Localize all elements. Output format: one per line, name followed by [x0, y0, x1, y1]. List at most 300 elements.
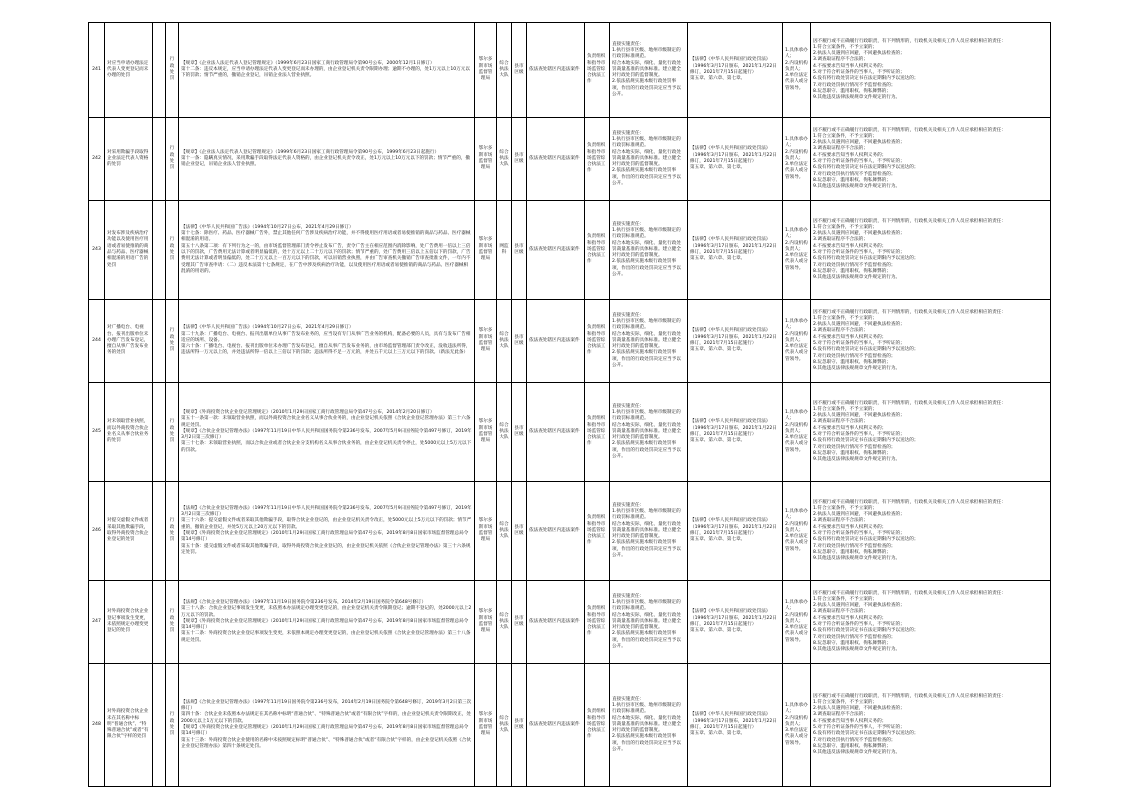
table-row [89, 581, 1051, 664]
accountability-line: 1.符合立案条件，不予立案的； [813, 699, 878, 705]
responsibility-detail-line: 2.依法依规实施本级行政处罚事项，作出的行政处罚决定应当予以公开。 [612, 441, 681, 460]
responsibility-detail-line: 2.依法依规实施本级行政处罚事项，作出的行政处罚决定应当予以公开。 [612, 350, 681, 369]
legal-basis [179, 201, 475, 300]
accountability-line: 8.玩忽职守、滥用职权、徇私舞弊的； [813, 549, 891, 555]
legal-basis-line: 第五十三条：外商投资合伙企业使用的名称中未按照规定标明“普通合伙”、“特殊普通合伙”或者“有限合伙”字样的，由企业登记机关依照《合伙企业登记管理办法》第四十条规定处罚。 [181, 737, 471, 749]
responsibility-detail-line: 直接实施责任： [612, 312, 645, 318]
implementing-department: 鄂尔多斯市场监督管理局 [475, 581, 497, 664]
responsibility-detail-line: 直接实施责任： [612, 593, 645, 599]
legal-basis-line: 第十七条：除医疗、药品、医疗器械广告外，禁止其他任何广告涉及疾病治疗功能，并不得使用医疗用语或者易使推销的商品与药品、医疗器械相混淆的用语。 [181, 231, 471, 243]
responsible-subjects [783, 482, 811, 581]
responsibility-law-line: 第五章、第六章、第七章。 [690, 256, 746, 262]
item-name: 对外商投资合伙企业未在其名称中标明“普通合伙”、“特殊普通合伙”或者“有限合伙”字样的处罚 [105, 664, 153, 787]
table-row [89, 118, 1051, 201]
accountability-line: 5.对于符合听证条件的当事人，不予听证的； [813, 432, 905, 437]
legal-basis-line: 【法规】《合伙企业登记管理办法》（1997年11月19日国务院令第236号发布，2014年2月19日国务院令第648号修订） [181, 599, 427, 605]
executing-unit: 综合执法大队 [497, 581, 512, 664]
responsible-subjects [783, 383, 811, 482]
responsibility-detail-line: 1.执行县市区级、地州市级制定的行政罚标准规范。 [612, 409, 681, 422]
legal-basis [179, 300, 475, 383]
legal-basis-line: 第三十六条：提交虚假文件或者采取其他欺骗手段，取得合伙企业登记的，由企业登记机关责令改正，处5000元以上5万元以下的罚款；情节严重的，撤销企业登记，并处5万元以上20万元以下的罚款。 [181, 518, 472, 530]
responsibility-detail-line: 结合本地实际，细化、量化行政处罚裁量基准的具体标准。建立健全对行政处罚的监督制度。 [612, 612, 681, 631]
accountability-line: 6.没有将行政处罚决定书在法定期限内予以送达的； [813, 731, 919, 737]
legal-basis-line: 第五十条：提交虚假文件或者采取其他欺骗手段，取得外商投资合伙企业登记的，由企业登记机关依照《合伙企业登记管理办法》第三十六条规定处罚。 [181, 543, 471, 555]
responsibility-law-line: 【法律】《中华人民共和国行政处罚法》（1996年3月17日颁布，2021年1月22日修订，2021年7月15日起施行） [690, 146, 777, 164]
accountability-line: 7.对行政处罚执行情况不予监督检查的； [813, 634, 896, 640]
exercise-level: 县市区级 [512, 300, 527, 383]
accountability-line: 2.执法人员遇到应回避，不回避执法检查的； [813, 140, 905, 146]
executing-unit: 综合执法大队 [497, 664, 512, 787]
responsibility-detail-line: 结合本地实际，细化、量化行政处罚裁量基准的具体标准。建立健全对行政处罚的监督制度。 [612, 149, 681, 168]
responsibility-law-line: 第五章、第六章、第七章。 [690, 731, 746, 737]
responsibility-summary: 负责组织和指导市场监管综合执法工作 [585, 201, 610, 300]
responsibility-legal-basis [688, 201, 783, 300]
responsibility-details [610, 300, 688, 383]
accountability-line: 2.执法人员遇到应回避，不回避执法检查的； [813, 231, 905, 237]
executing-unit: 综合执法大队 [497, 23, 512, 118]
accountability-situations [811, 482, 1051, 581]
accountability-line: 2.执法人员遇到应回避，不回避执法检查的； [813, 413, 905, 419]
responsibility-law-line: 【法律】《中华人民共和国行政处罚法》（1996年3月17日颁布，2021年1月22日修订，2021年7月15日起施行） [690, 237, 777, 255]
responsible-subject-line: 2.内设机构负责人； [785, 331, 808, 343]
responsible-subject-line: 3.单位法定代表人或分管领导。 [785, 344, 808, 362]
accountability-line: 因不履行或不正确履行行政职责，有下列情形的，行政机关及相关工作人员应承担相应的责任： [813, 590, 1006, 596]
responsible-subject-line: 3.单位法定代表人或分管领导。 [785, 253, 808, 271]
responsibility-detail-line: 2.依法依规实施本级行政处罚事项，作出的行政处罚决定应当予以公开。 [612, 734, 681, 753]
accountability-line: 8.玩忽职守、滥用职权、徇私舞弊的； [813, 743, 891, 749]
accountability-line: 9.其他违反法律法规规章文件规定的行为。 [813, 275, 901, 281]
responsibility-law-line: 【法律】《中华人民共和国行政处罚法》（1996年3月17日颁布，2021年1月22日修订，2021年7月15日起施行） [690, 609, 777, 627]
accountability-line: 9.其他违反法律法规规章文件规定的行为。 [813, 750, 901, 756]
accountability-line: 4.不按要求告知当事人权利义务的； [813, 243, 887, 249]
legal-basis-line: 【法规】《合伙企业登记管理办法》（1997年11月19日中华人民共和国国务院令第236号发布，2007年5月9日国务院令第497号修订，2019年3月2日第三次修订） [181, 505, 472, 518]
accountability-situations [811, 201, 1051, 300]
item-name: 对广播电台、电视台、报刊出版单位未办理广告发布登记，擅自从事广告发布业务的处罚 [105, 300, 153, 383]
responsible-subject-line: 2.内设机构负责人； [785, 521, 808, 533]
responsibility-law-line: 第五章、第六章、第七章。 [690, 628, 746, 634]
executing-unit: 综合执法大队 [497, 383, 512, 482]
responsibility-summary: 负责组织和指导市场监管综合执法工作 [585, 664, 610, 787]
responsible-subject-line: 1.具体承办人； [785, 47, 808, 60]
responsible-subject-line: 1.具体承办人； [785, 702, 808, 715]
accountability-line: 因不履行或不正确履行行政职责，有下列情形的，行政机关及相关工作人员应承担相应的责任： [813, 127, 1006, 133]
accountability-line: 1.符合立案条件，不予立案的； [813, 505, 878, 511]
legal-basis-line: 【规章】《合伙企业登记管理办法》（1997年11月19日中华人民共和国国务院令第236号发布，2007年5月9日国务院令第497号修订，2019年3月2日第三次修订） [181, 428, 472, 441]
row-number: 241 [89, 23, 105, 118]
responsible-subjects [783, 581, 811, 664]
legal-basis-line: 第二十九条：广播电台、电视台、报刊出版单位从事广告发布业务的，应当设有专门从事广告业务的机构，配备必要的人员，具有与发布广告相适应的场所、设备。 [181, 331, 471, 343]
item-kind: 行政处罚 [166, 201, 179, 300]
item-subcode [153, 118, 166, 201]
item-name: 对未领取营业执照，而以外商投资合伙企业名义从事合伙业务的处罚 [105, 383, 153, 482]
exercise-level: 县市区级 [512, 664, 527, 787]
accountability-line: 3.调查取证程序不合法的； [813, 146, 868, 152]
accountability-line: 4.不按要求告知当事人权利义务的； [813, 615, 887, 621]
accountability-line: 3.调查取证程序不合法的； [813, 609, 868, 615]
responsibility-detail-line: 直接实施责任： [612, 130, 645, 136]
exercise-scope: 依法查处辖区内违法案件 [527, 482, 585, 581]
responsible-subjects [783, 300, 811, 383]
executing-unit: 综合执法大队 [497, 482, 512, 581]
accountability-line: 2.执法人员遇到应回避，不回避执法检查的； [813, 512, 905, 518]
accountability-line: 4.不按要求告知当事人权利义务的； [813, 425, 887, 431]
legal-basis-line: 第三十八条：合伙企业登记事项发生变更，未依照本办法规定办理变更登记的，由企业登记机关责令限期登记；逾期不登记的，处2000元以上2万元以下的罚款。 [181, 606, 472, 618]
accountability-situations [811, 300, 1051, 383]
responsibility-detail-line: 1.执行县市区级、地州市级制定的行政罚标准规范。 [612, 227, 681, 240]
responsibility-summary: 负责组织和指导市场监管综合执法工作 [585, 581, 610, 664]
accountability-line: 5.对于符合听证条件的当事人，不予听证的； [813, 159, 905, 164]
responsibility-detail-line: 结合本地实际，细化、量化行政处罚裁量基准的具体标准。建立健全对行政处罚的监督制度。 [612, 60, 681, 79]
accountability-line: 6.没有将行政处罚决定书在法定期限内予以送达的； [813, 76, 919, 82]
executing-unit: 网监科 [497, 201, 512, 300]
table-row [89, 300, 1051, 383]
accountability-situations [811, 383, 1051, 482]
responsibility-law-line: 第五章、第六章、第七章。 [690, 165, 746, 171]
item-subcode [153, 383, 166, 482]
implementing-department: 鄂尔多斯市场监督管理局 [475, 300, 497, 383]
legal-basis-line: 【规章】《外商投资合伙企业登记管理规定》（2010年1月29日国家工商行政管理总局令第47号公布，2019年8月8日国家市场监督管理总局令第14号修订） [181, 618, 469, 631]
table-row [89, 383, 1051, 482]
responsibility-summary: 负责组织和指导市场监管综合执法工作 [585, 23, 610, 118]
legal-basis-line: 第十二条：违反本规定，应当申请办理法定代表人变更登记而未办理的，由企业登记机关责令限期办理；逾期不办理的，处1万元以上10万元以下的罚款；情节严重的，撤销企业登记，吊销企业法人营业执照。 [181, 66, 470, 79]
exercise-scope: 依法查处辖区内违法案件 [527, 300, 585, 383]
responsible-subject-line: 2.内设机构负责人； [785, 240, 808, 252]
item-kind: 行政处罚 [166, 581, 179, 664]
responsibility-detail-line: 1.执行县市区级、地州市级制定的行政罚标准规范。 [612, 318, 681, 331]
responsibility-detail-line: 2.依法依规实施本级行政处罚事项，作出的行政处罚决定应当予以公开。 [612, 631, 681, 650]
accountability-line: 因不履行或不正确履行行政职责，有下列情形的，行政机关及相关工作人员应承担相应的责任： [813, 693, 1006, 699]
item-name: 对发布涉及疾病治疗功能以及使用医疗用语或者易使推销的商品与药品、医疗器械相混淆的用语广告的处罚 [105, 201, 153, 300]
responsible-subject-line: 2.内设机构负责人； [785, 149, 808, 161]
responsibility-details [610, 482, 688, 581]
accountability-line: 6.没有将行政处罚决定书在法定期限内予以送达的； [813, 347, 919, 353]
legal-basis-line: 【法规】《合伙企业登记管理办法》（1997年11月19日国务院令第236号发布，2014年2月19日国务院令第648号修订，2019年3月2日第三次修订） [181, 699, 472, 712]
legal-basis-line: 第四十条：合伙企业未依照本办法规定在其名称中标明“普通合伙”、“特殊普通合伙”或者“有限合伙”字样的，由企业登记机关责令限期改正，处2000元以上1万元以下的罚款。 [181, 712, 471, 724]
accountability-line: 5.对于符合听证条件的当事人，不予听证的； [813, 725, 905, 730]
legal-basis-line: 第十一条：隐瞒真实情况，采用欺骗手段取得法定代表人资格的，由企业登记机关责令改正，处1万元以上10万元以下的罚款；情节严重的，撤销企业登记，吊销企业法人营业执照。 [181, 155, 470, 168]
accountability-line: 1.符合立案条件，不予立案的； [813, 406, 878, 412]
item-subcode [153, 482, 166, 581]
legal-basis [179, 23, 475, 118]
legal-basis-line: 【规章】《企业法人法定代表人登记管理规定》（1999年6月23日国家工商行政管理局令第90号公布，2000年12月1日修订） [181, 60, 435, 66]
accountability-line: 3.调查取证程序不合法的； [813, 518, 868, 524]
accountability-line: 7.对行政处罚执行情况不予监督检查的； [813, 737, 896, 743]
row-number: 248 [89, 664, 105, 787]
accountability-line: 3.调查取证程序不合法的； [813, 419, 868, 425]
row-number: 242 [89, 118, 105, 201]
responsibility-detail-line: 直接实施责任： [612, 696, 645, 702]
responsible-subject-line: 2.内设机构负责人； [785, 612, 808, 624]
accountability-line: 2.执法人员遇到应回避，不回避执法检查的； [813, 51, 905, 57]
accountability-line: 8.玩忽职守、滥用职权、徇私舞弊的； [813, 88, 891, 94]
item-kind: 行政处罚 [166, 118, 179, 201]
executing-unit: 综合执法大队 [497, 118, 512, 201]
implementing-department: 鄂尔多斯市场监督管理局 [475, 201, 497, 300]
accountability-line: 3.调查取证程序不合法的； [813, 237, 868, 243]
legal-basis-line: 【规章】《外商投资合伙企业登记管理规定》（2010年1月29日国家工商行政管理总局令第47号公布，2019年8月8日国家市场监督管理总局令第14号修订） [181, 725, 469, 737]
exercise-level: 县市区级 [512, 201, 527, 300]
responsibility-legal-basis [688, 300, 783, 383]
responsibility-legal-basis [688, 23, 783, 118]
responsible-subject-line: 3.单位法定代表人或分管领导。 [785, 728, 808, 746]
item-kind: 行政处罚 [166, 482, 179, 581]
accountability-line: 4.不按要求告知当事人权利义务的； [813, 152, 887, 158]
responsibility-law-line: 第五章、第六章、第七章。 [690, 76, 746, 82]
responsibility-legal-basis [688, 664, 783, 787]
row-number: 243 [89, 201, 105, 300]
legal-basis-line: 第五十一条第一款：未领取营业执照，而以外商投资合伙企业名义从事合伙业务的，由企业登记机关依照《合伙企业登记管理办法》第三十六条规定处罚。 [181, 416, 471, 428]
responsibility-details [610, 23, 688, 118]
implementing-department: 鄂尔多斯市场监督管理局 [475, 482, 497, 581]
responsible-subject-line: 2.内设机构负责人； [785, 715, 808, 727]
accountability-line: 6.没有将行政处罚决定书在法定期限内予以送达的； [813, 256, 919, 262]
exercise-level: 县市区级 [512, 23, 527, 118]
item-name: 对采用欺骗手段取得企业法定代表人资格的处罚 [105, 118, 153, 201]
responsible-subject-line: 1.具体承办人； [785, 136, 808, 149]
legal-basis-line: 【法律】《中华人民共和国广告法》（1994年10月27日公布，2021年4月29日修订） [181, 224, 354, 230]
accountability-line: 7.对行政处罚执行情况不予监督检查的； [813, 353, 896, 359]
accountability-line: 9.其他违反法律法规规章文件规定的行为。 [813, 366, 901, 372]
exercise-scope: 依法查处辖区内违法案件 [527, 664, 585, 787]
exercise-scope: 依法查处辖区内违法案件 [527, 383, 585, 482]
item-subcode [153, 664, 166, 787]
accountability-line: 因不履行或不正确履行行政职责，有下列情形的，行政机关及相关工作人员应承担相应的责任： [813, 38, 1006, 44]
responsibility-detail-line: 1.执行县市区级、地州市级制定的行政罚标准规范。 [612, 136, 681, 149]
responsible-subject-line: 1.具体承办人； [785, 227, 808, 240]
table-row [89, 482, 1051, 581]
legal-basis [179, 482, 475, 581]
responsibility-details [610, 118, 688, 201]
responsibility-detail-line: 直接实施责任： [612, 41, 645, 47]
responsible-subject-line: 3.单位法定代表人或分管领导。 [785, 73, 808, 91]
responsibility-table [88, 22, 1051, 787]
accountability-line: 7.对行政处罚执行情况不予监督检查的； [813, 171, 896, 177]
accountability-situations [811, 664, 1051, 787]
legal-basis-line: 【规章】《外商投资合伙企业登记管理规定》（2010年1月29日国家工商行政管理总局令第47号公布，2014年2月20日修订） [181, 409, 435, 415]
legal-basis [179, 581, 475, 664]
responsibility-detail-line: 结合本地实际，细化、量化行政处罚裁量基准的具体标准。建立健全对行政处罚的监督制度。 [612, 521, 681, 540]
responsibility-summary: 负责组织和指导市场监管综合执法工作 [585, 118, 610, 201]
implementing-department: 鄂尔多斯市场监督管理局 [475, 664, 497, 787]
accountability-line: 3.调查取证程序不合法的； [813, 328, 868, 334]
responsibility-detail-line: 2.依法依规实施本级行政处罚事项，作出的行政处罚决定应当予以公开。 [612, 79, 681, 98]
responsible-subject-line: 1.具体承办人； [785, 318, 808, 331]
accountability-line: 9.其他违反法律法规规章文件规定的行为。 [813, 184, 901, 190]
row-number: 245 [89, 383, 105, 482]
accountability-line: 因不履行或不正确履行行政职责，有下列情形的，行政机关及相关工作人员应承担相应的责任： [813, 309, 1006, 315]
accountability-line: 9.其他违反法律法规规章文件规定的行为。 [813, 457, 901, 463]
table-row [89, 201, 1051, 300]
accountability-line: 5.对于符合听证条件的当事人，不予听证的； [813, 531, 905, 536]
accountability-line: 因不履行或不正确履行行政职责，有下列情形的，行政机关及相关工作人员应承担相应的责任： [813, 499, 1006, 505]
item-name: 对应当申请办理法定代表人变更登记而未办理的处罚 [105, 23, 153, 118]
responsible-subject-line: 1.具体承办人； [785, 508, 808, 521]
accountability-line: 2.执法人员遇到应回避，不回避执法检查的； [813, 603, 905, 609]
legal-basis-line: 【规章】《外商投资合伙企业登记管理规定》（2010年1月29日国家工商行政管理总局令第47号公布，2019年8月8日国家市场监督管理总局令第14号修订） [181, 531, 469, 543]
accountability-line: 1.符合立案条件，不予立案的； [813, 315, 878, 321]
responsibility-detail-line: 1.执行县市区级、地州市级制定的行政罚标准规范。 [612, 508, 681, 521]
responsibility-law-line: 【法律】《中华人民共和国行政处罚法》（1996年3月17日颁布，2021年1月22日修订，2021年7月15日起施行） [690, 712, 777, 730]
accountability-line: 6.没有将行政处罚决定书在法定期限内予以送达的； [813, 165, 919, 171]
responsible-subjects [783, 664, 811, 787]
responsibility-detail-line: 直接实施责任： [612, 403, 645, 409]
legal-basis [179, 664, 475, 787]
exercise-level: 县市区级 [512, 118, 527, 201]
accountability-line: 因不履行或不正确履行行政职责，有下列情形的，行政机关及相关工作人员应承担相应的责任： [813, 218, 1006, 224]
responsibility-detail-line: 2.依法依规实施本级行政处罚事项，作出的行政处罚决定应当予以公开。 [612, 540, 681, 559]
accountability-line: 7.对行政处罚执行情况不予监督检查的； [813, 543, 896, 549]
responsibility-legal-basis [688, 383, 783, 482]
item-name: 对提交虚假文件或者采取其他欺骗手段，取得外商投资合伙企业登记的处罚 [105, 482, 153, 581]
responsible-subjects [783, 201, 811, 300]
accountability-line: 6.没有将行政处罚决定书在法定期限内予以送达的； [813, 537, 919, 543]
responsibility-details [610, 201, 688, 300]
table-row [89, 23, 1051, 118]
implementing-department: 鄂尔多斯市场监督管理局 [475, 118, 497, 201]
responsibility-detail-line: 结合本地实际，细化、量化行政处罚裁量基准的具体标准。建立健全对行政处罚的监督制度。 [612, 240, 681, 259]
responsibility-details [610, 383, 688, 482]
accountability-situations [811, 23, 1051, 118]
accountability-line: 4.不按要求告知当事人权利义务的； [813, 334, 887, 340]
item-subcode [153, 201, 166, 300]
row-number: 247 [89, 581, 105, 664]
responsibility-summary: 负责组织和指导市场监管综合执法工作 [585, 482, 610, 581]
table-row [89, 664, 1051, 787]
implementing-department: 鄂尔多斯市场监督管理局 [475, 23, 497, 118]
responsibility-detail-line: 结合本地实际，细化、量化行政处罚裁量基准的具体标准。建立健全对行政处罚的监督制度。 [612, 715, 681, 734]
accountability-line: 2.执法人员遇到应回避，不回避执法检查的； [813, 706, 905, 712]
item-kind: 行政处罚 [166, 23, 179, 118]
accountability-line: 6.没有将行政处罚决定书在法定期限内予以送达的； [813, 438, 919, 444]
responsibility-law-line: 第五章、第六章、第七章。 [690, 537, 746, 543]
item-kind: 行政处罚 [166, 664, 179, 787]
exercise-scope: 依法查处辖区内违法案件 [527, 581, 585, 664]
responsibility-law-line: 【法律】《中华人民共和国行政处罚法》（1996年3月17日颁布，2021年1月22日修订，2021年7月15日起施行） [690, 518, 777, 536]
accountability-line: 1.符合立案条件，不予立案的； [813, 44, 878, 50]
executing-unit: 综合执法大队 [497, 300, 512, 383]
exercise-level: 县市区级 [512, 383, 527, 482]
legal-basis-line: 【法律】《中华人民共和国广告法》（1994年10月27日公布，2021年4月29日修订） [181, 325, 354, 331]
responsibility-summary: 负责组织和指导市场监管综合执法工作 [585, 300, 610, 383]
responsibility-legal-basis [688, 482, 783, 581]
responsibility-detail-line: 2.依法依规实施本级行政处罚事项，作出的行政处罚决定应当予以公开。 [612, 259, 681, 278]
responsibility-detail-line: 结合本地实际，细化、量化行政处罚裁量基准的具体标准。建立健全对行政处罚的监督制度。 [612, 422, 681, 441]
accountability-line: 7.对行政处罚执行情况不予监督检查的； [813, 82, 896, 88]
accountability-line: 5.对于符合听证条件的当事人，不予听证的； [813, 250, 905, 255]
accountability-line: 因不履行或不正确履行行政职责，有下列情形的，行政机关及相关工作人员应承担相应的责任： [813, 400, 1006, 406]
responsible-subject-line: 3.单位法定代表人或分管领导。 [785, 534, 808, 552]
accountability-line: 1.符合立案条件，不予立案的； [813, 224, 878, 230]
accountability-line: 8.玩忽职守、滥用职权、徇私舞弊的； [813, 359, 891, 365]
accountability-line: 1.符合立案条件，不予立案的； [813, 596, 878, 602]
responsibility-detail-line: 1.执行县市区级、地州市级制定的行政罚标准规范。 [612, 599, 681, 612]
responsibility-law-line: 【法律】《中华人民共和国行政处罚法》（1996年3月17日颁布，2021年1月22日修订，2021年7月15日起施行） [690, 57, 777, 75]
item-subcode [153, 23, 166, 118]
legal-basis-line: 【规章】《企业法人法定代表人登记管理规定》（1999年6月23日国家工商行政管理局令第90号公布，1999年6月23日起施行） [181, 149, 440, 155]
responsibility-detail-line: 2.依法依规实施本级行政处罚事项，作出的行政处罚决定应当予以公开。 [612, 168, 681, 187]
row-number: 244 [89, 300, 105, 383]
exercise-scope: 依法查处辖区内违法案件 [527, 201, 585, 300]
accountability-line: 8.玩忽职守、滥用职权、徇私舞弊的； [813, 640, 891, 646]
accountability-line: 1.符合立案条件，不予立案的； [813, 133, 878, 139]
responsibility-law-line: 第五章、第六章、第七章。 [690, 347, 746, 353]
row-number: 246 [89, 482, 105, 581]
accountability-line: 5.对于符合听证条件的当事人，不予听证的； [813, 70, 905, 75]
accountability-situations [811, 118, 1051, 201]
table-body [89, 23, 1051, 787]
item-name: 对外商投资合伙企业登记事项发生变更，未依照规定办理变更登记的处罚 [105, 581, 153, 664]
exercise-scope: 依法查处辖区内违法案件 [527, 23, 585, 118]
accountability-situations [811, 581, 1051, 664]
implementing-department: 鄂尔多斯市场监督管理局 [475, 383, 497, 482]
accountability-line: 7.对行政处罚执行情况不予监督检查的； [813, 444, 896, 450]
responsibility-law-line: 第五章、第六章、第七章。 [690, 438, 746, 444]
responsible-subject-line: 3.单位法定代表人或分管领导。 [785, 625, 808, 643]
responsibility-details [610, 664, 688, 787]
item-subcode [153, 581, 166, 664]
responsible-subject-line: 2.内设机构负责人； [785, 60, 808, 72]
responsibility-legal-basis [688, 581, 783, 664]
accountability-line: 4.不按要求告知当事人权利义务的； [813, 718, 887, 724]
responsibility-detail-line: 结合本地实际，细化、量化行政处罚裁量基准的具体标准。建立健全对行政处罚的监督制度。 [612, 331, 681, 350]
accountability-line: 3.调查取证程序不合法的； [813, 712, 868, 718]
exercise-scope: 依法查处辖区内违法案件 [527, 118, 585, 201]
legal-basis [179, 118, 475, 201]
legal-basis-line: 第五十二条：外商投资合伙企业登记事项发生变更，未依照本规定办理变更登记的，由企业登记机关依照《合伙企业登记管理办法》第三十八条规定处罚。 [181, 631, 471, 643]
responsibility-law-line: 【法律】《中华人民共和国行政处罚法》（1996年3月17日颁布，2021年1月22日修订，2021年7月15日起施行） [690, 419, 777, 437]
legal-basis [179, 383, 475, 482]
exercise-level: 县市区级 [512, 581, 527, 664]
accountability-line: 4.不按要求告知当事人权利义务的； [813, 63, 887, 69]
accountability-line: 5.对于符合听证条件的当事人，不予听证的； [813, 622, 905, 627]
accountability-line: 9.其他违反法律法规规章文件规定的行为。 [813, 95, 901, 101]
responsibility-detail-line: 1.执行县市区级、地州市级制定的行政罚标准规范。 [612, 702, 681, 715]
accountability-line: 8.玩忽职守、滥用职权、徇私舞弊的； [813, 268, 891, 274]
responsibility-detail-line: 直接实施责任： [612, 221, 645, 227]
item-subcode [153, 300, 166, 383]
legal-basis-line: 第五十八条第二项：有下列行为之一的，由市场监督管理部门责令停止发布广告，责令广告主在相应范围内消除影响，处广告费用一倍以上三倍以下的罚款，广告费用无法计算或者明显偏低的，处十万元以上二十万元以下的罚款；情节严重的，处广告费用三倍以上五倍以下的罚款，广告费用无法计算或者明显偏低的，处二十万元以上一百万元以下的罚款，可以吊销营业执照，并由广告审查机关撤销广告审查批准文件，一年内不受理其广告审查申请：（二）违反本法第十七条规定，在广告中涉及疾病治疗功能，以及使用医疗用语或者易使推销的商品与药品、医疗器械相混淆的用语的。 [181, 243, 471, 274]
responsible-subjects [783, 23, 811, 118]
accountability-line: 9.其他违反法律法规规章文件规定的行为。 [813, 556, 901, 562]
accountability-line: 3.调查取证程序不合法的； [813, 57, 868, 63]
accountability-line: 2.执法人员遇到应回避，不回避执法检查的； [813, 322, 905, 328]
responsible-subject-line: 1.具体承办人； [785, 599, 808, 612]
responsibility-legal-basis [688, 118, 783, 201]
responsibility-details [610, 581, 688, 664]
responsible-subject-line: 1.具体承办人； [785, 409, 808, 422]
responsible-subjects [783, 118, 811, 201]
accountability-line: 8.玩忽职守、滥用职权、徇私舞弊的； [813, 177, 891, 183]
accountability-line: 5.对于符合听证条件的当事人，不予听证的； [813, 341, 905, 346]
legal-basis-line: 第六十条：广播电台、电视台、报刊出版单位未办理广告发布登记，擅自从事广告发布业务的，由市场监督管理部门责令改正，没收违法所得，违法所得一万元以上的，并处违法所得一倍以上三倍以下的罚款；违法所得不足一万元的，并处五千元以上三万元以下的罚款。（新法无此条） [181, 344, 471, 356]
responsible-subject-line: 2.内设机构负责人； [785, 422, 808, 434]
exercise-level: 县市区级 [512, 482, 527, 581]
item-kind: 行政处罚 [166, 300, 179, 383]
responsibility-detail-line: 直接实施责任： [612, 502, 645, 508]
responsibility-summary: 负责组织和指导市场监管综合执法工作 [585, 383, 610, 482]
responsible-subject-line: 3.单位法定代表人或分管领导。 [785, 435, 808, 453]
responsibility-law-line: 【法律】《中华人民共和国行政处罚法》（1996年3月17日颁布，2021年1月22日修订，2021年7月15日起施行） [690, 328, 777, 346]
accountability-line: 8.玩忽职守、滥用职权、徇私舞弊的； [813, 450, 891, 456]
legal-basis-line: 第三十七条：未领取营业执照，而以合伙企业或者合伙企业分支机构名义从事合伙业务的，由企业登记机关责令停止，处5000元以上5万元以下的罚款。 [181, 441, 472, 453]
accountability-line: 7.对行政处罚执行情况不予监督检查的； [813, 262, 896, 268]
responsibility-detail-line: 1.执行县市区级、地州市级制定的行政罚标准规范。 [612, 47, 681, 60]
responsible-subject-line: 3.单位法定代表人或分管领导。 [785, 162, 808, 180]
item-kind: 行政处罚 [166, 383, 179, 482]
accountability-line: 6.没有将行政处罚决定书在法定期限内予以送达的； [813, 628, 919, 634]
accountability-line: 9.其他违反法律法规规章文件规定的行为。 [813, 647, 901, 653]
accountability-line: 4.不按要求告知当事人权利义务的； [813, 524, 887, 530]
